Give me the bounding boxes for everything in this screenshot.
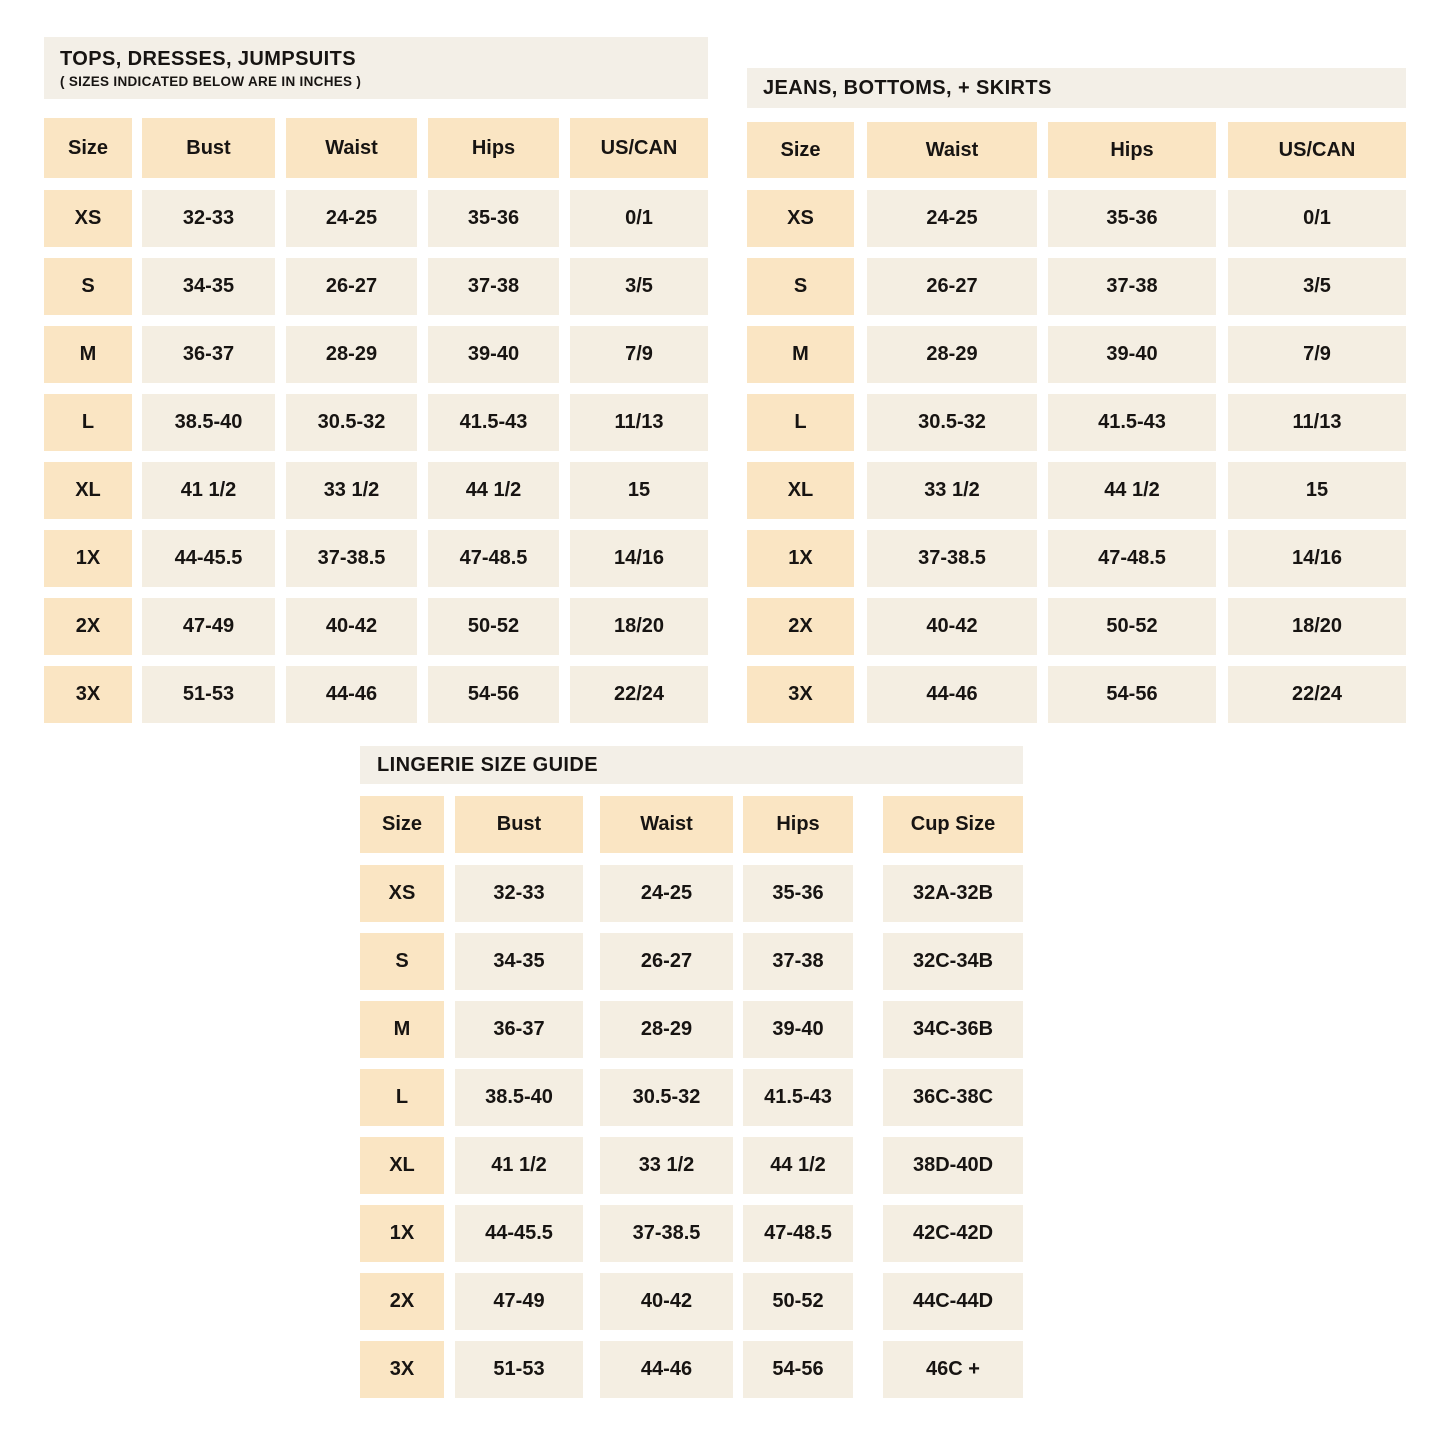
value-cell: 0/1 xyxy=(570,190,708,247)
value-cell: 47-48.5 xyxy=(1048,530,1216,587)
value-cell: 34-35 xyxy=(455,933,583,990)
table-row xyxy=(360,1341,1023,1398)
value-cell: 35-36 xyxy=(743,865,853,922)
value-cell: 26-27 xyxy=(286,258,417,315)
value-cell: 22/24 xyxy=(570,666,708,723)
value-cell: 32C-34B xyxy=(883,933,1023,990)
column-header-row xyxy=(44,118,708,178)
value-cell: 7/9 xyxy=(1228,326,1406,383)
column-header-size: Size xyxy=(747,122,854,178)
value-cell: 28-29 xyxy=(600,1001,733,1058)
value-cell: 47-48.5 xyxy=(428,530,559,587)
value-cell: 35-36 xyxy=(1048,190,1216,247)
value-cell: 34-35 xyxy=(142,258,275,315)
table-row xyxy=(44,258,708,315)
value-cell: 42C-42D xyxy=(883,1205,1023,1262)
value-cell: 41.5-43 xyxy=(428,394,559,451)
value-cell: 50-52 xyxy=(1048,598,1216,655)
value-cell: 7/9 xyxy=(570,326,708,383)
size-label-cell: L xyxy=(747,394,854,451)
value-cell: 18/20 xyxy=(570,598,708,655)
value-cell: 0/1 xyxy=(1228,190,1406,247)
column-header-bust: Bust xyxy=(455,796,583,853)
column-header-size: Size xyxy=(360,796,444,853)
table-row xyxy=(747,462,1406,519)
size-label-cell: 3X xyxy=(360,1341,444,1398)
table-row xyxy=(747,326,1406,383)
value-cell: 41.5-43 xyxy=(1048,394,1216,451)
tops-subtitle: ( SIZES INDICATED BELOW ARE IN INCHES ) xyxy=(60,74,362,89)
value-cell: 41 1/2 xyxy=(142,462,275,519)
value-cell: 22/24 xyxy=(1228,666,1406,723)
size-label-cell: XS xyxy=(44,190,132,247)
tops-banner xyxy=(44,37,708,99)
table-row xyxy=(747,598,1406,655)
value-cell: 30.5-32 xyxy=(600,1069,733,1126)
value-cell: 40-42 xyxy=(600,1273,733,1330)
value-cell: 54-56 xyxy=(428,666,559,723)
table-row xyxy=(747,258,1406,315)
value-cell: 37-38.5 xyxy=(867,530,1037,587)
size-label-cell: 2X xyxy=(44,598,132,655)
lingerie-size-table xyxy=(360,796,1023,1398)
size-label-cell: M xyxy=(747,326,854,383)
value-cell: 37-38 xyxy=(428,258,559,315)
size-label-cell: 2X xyxy=(360,1273,444,1330)
size-label-cell: L xyxy=(360,1069,444,1126)
value-cell: 54-56 xyxy=(743,1341,853,1398)
column-header-cup-size: Cup Size xyxy=(883,796,1023,853)
value-cell: 37-38.5 xyxy=(600,1205,733,1262)
value-cell: 36C-38C xyxy=(883,1069,1023,1126)
column-header-us-can: US/CAN xyxy=(570,118,708,178)
size-label-cell: S xyxy=(747,258,854,315)
value-cell: 37-38 xyxy=(1048,258,1216,315)
size-label-cell: 1X xyxy=(44,530,132,587)
value-cell: 44-45.5 xyxy=(142,530,275,587)
bottoms-banner xyxy=(747,68,1406,108)
size-label-cell: M xyxy=(44,326,132,383)
value-cell: 50-52 xyxy=(743,1273,853,1330)
column-header-us-can: US/CAN xyxy=(1228,122,1406,178)
size-label-cell: 3X xyxy=(747,666,854,723)
value-cell: 51-53 xyxy=(455,1341,583,1398)
table-row xyxy=(360,1069,1023,1126)
size-label-cell: M xyxy=(360,1001,444,1058)
value-cell: 18/20 xyxy=(1228,598,1406,655)
value-cell: 30.5-32 xyxy=(286,394,417,451)
value-cell: 44 1/2 xyxy=(743,1137,853,1194)
value-cell: 38.5-40 xyxy=(455,1069,583,1126)
value-cell: 32A-32B xyxy=(883,865,1023,922)
column-header-row xyxy=(360,796,1023,853)
value-cell: 44 1/2 xyxy=(1048,462,1216,519)
bottoms-size-table xyxy=(747,122,1406,723)
value-cell: 24-25 xyxy=(867,190,1037,247)
value-cell: 15 xyxy=(570,462,708,519)
column-header-size: Size xyxy=(44,118,132,178)
column-header-waist: Waist xyxy=(867,122,1037,178)
value-cell: 24-25 xyxy=(600,865,733,922)
value-cell: 35-36 xyxy=(428,190,559,247)
table-row xyxy=(747,394,1406,451)
value-cell: 38.5-40 xyxy=(142,394,275,451)
value-cell: 33 1/2 xyxy=(286,462,417,519)
value-cell: 41.5-43 xyxy=(743,1069,853,1126)
value-cell: 15 xyxy=(1228,462,1406,519)
value-cell: 38D-40D xyxy=(883,1137,1023,1194)
column-header-hips: Hips xyxy=(743,796,853,853)
value-cell: 3/5 xyxy=(1228,258,1406,315)
value-cell: 26-27 xyxy=(600,933,733,990)
bottoms-table-section xyxy=(747,68,1406,734)
value-cell: 34C-36B xyxy=(883,1001,1023,1058)
table-row xyxy=(44,462,708,519)
value-cell: 37-38.5 xyxy=(286,530,417,587)
value-cell: 3/5 xyxy=(570,258,708,315)
value-cell: 32-33 xyxy=(455,865,583,922)
value-cell: 37-38 xyxy=(743,933,853,990)
size-label-cell: XL xyxy=(360,1137,444,1194)
size-label-cell: S xyxy=(44,258,132,315)
column-header-hips: Hips xyxy=(428,118,559,178)
value-cell: 44 1/2 xyxy=(428,462,559,519)
value-cell: 44-46 xyxy=(286,666,417,723)
value-cell: 32-33 xyxy=(142,190,275,247)
table-row xyxy=(360,1137,1023,1194)
value-cell: 14/16 xyxy=(1228,530,1406,587)
value-cell: 36-37 xyxy=(142,326,275,383)
table-row xyxy=(747,666,1406,723)
value-cell: 28-29 xyxy=(286,326,417,383)
value-cell: 39-40 xyxy=(1048,326,1216,383)
table-row xyxy=(360,933,1023,990)
table-row xyxy=(747,190,1406,247)
value-cell: 36-37 xyxy=(455,1001,583,1058)
value-cell: 26-27 xyxy=(867,258,1037,315)
lingerie-table-section xyxy=(360,746,1023,1409)
value-cell: 40-42 xyxy=(286,598,417,655)
tops-title: TOPS, DRESSES, JUMPSUITS xyxy=(60,48,356,70)
size-label-cell: 1X xyxy=(360,1205,444,1262)
column-header-row xyxy=(747,122,1406,178)
value-cell: 46C + xyxy=(883,1341,1023,1398)
table-row xyxy=(44,530,708,587)
value-cell: 47-49 xyxy=(142,598,275,655)
column-header-waist: Waist xyxy=(600,796,733,853)
value-cell: 24-25 xyxy=(286,190,417,247)
value-cell: 33 1/2 xyxy=(867,462,1037,519)
value-cell: 44-46 xyxy=(600,1341,733,1398)
value-cell: 11/13 xyxy=(570,394,708,451)
value-cell: 30.5-32 xyxy=(867,394,1037,451)
value-cell: 14/16 xyxy=(570,530,708,587)
bottoms-title: JEANS, BOTTOMS, + SKIRTS xyxy=(763,77,1052,99)
size-label-cell: XL xyxy=(44,462,132,519)
size-label-cell: L xyxy=(44,394,132,451)
value-cell: 47-49 xyxy=(455,1273,583,1330)
value-cell: 39-40 xyxy=(743,1001,853,1058)
value-cell: 50-52 xyxy=(428,598,559,655)
size-label-cell: S xyxy=(360,933,444,990)
lingerie-banner xyxy=(360,746,1023,784)
table-row xyxy=(44,326,708,383)
value-cell: 40-42 xyxy=(867,598,1037,655)
table-row xyxy=(360,1001,1023,1058)
value-cell: 44-46 xyxy=(867,666,1037,723)
column-header-hips: Hips xyxy=(1048,122,1216,178)
tops-size-table xyxy=(44,118,708,723)
size-label-cell: 3X xyxy=(44,666,132,723)
table-row xyxy=(747,530,1406,587)
table-row xyxy=(360,865,1023,922)
lingerie-title: LINGERIE SIZE GUIDE xyxy=(377,754,598,776)
size-label-cell: 2X xyxy=(747,598,854,655)
table-row xyxy=(44,598,708,655)
value-cell: 11/13 xyxy=(1228,394,1406,451)
table-row xyxy=(44,190,708,247)
value-cell: 51-53 xyxy=(142,666,275,723)
size-label-cell: XL xyxy=(747,462,854,519)
value-cell: 44C-44D xyxy=(883,1273,1023,1330)
value-cell: 44-45.5 xyxy=(455,1205,583,1262)
tops-table-section xyxy=(44,37,708,734)
size-label-cell: XS xyxy=(360,865,444,922)
table-row xyxy=(44,666,708,723)
value-cell: 33 1/2 xyxy=(600,1137,733,1194)
value-cell: 47-48.5 xyxy=(743,1205,853,1262)
table-row xyxy=(360,1273,1023,1330)
column-header-bust: Bust xyxy=(142,118,275,178)
value-cell: 39-40 xyxy=(428,326,559,383)
table-row xyxy=(360,1205,1023,1262)
value-cell: 54-56 xyxy=(1048,666,1216,723)
column-header-waist: Waist xyxy=(286,118,417,178)
table-row xyxy=(44,394,708,451)
value-cell: 41 1/2 xyxy=(455,1137,583,1194)
size-label-cell: XS xyxy=(747,190,854,247)
value-cell: 28-29 xyxy=(867,326,1037,383)
size-label-cell: 1X xyxy=(747,530,854,587)
